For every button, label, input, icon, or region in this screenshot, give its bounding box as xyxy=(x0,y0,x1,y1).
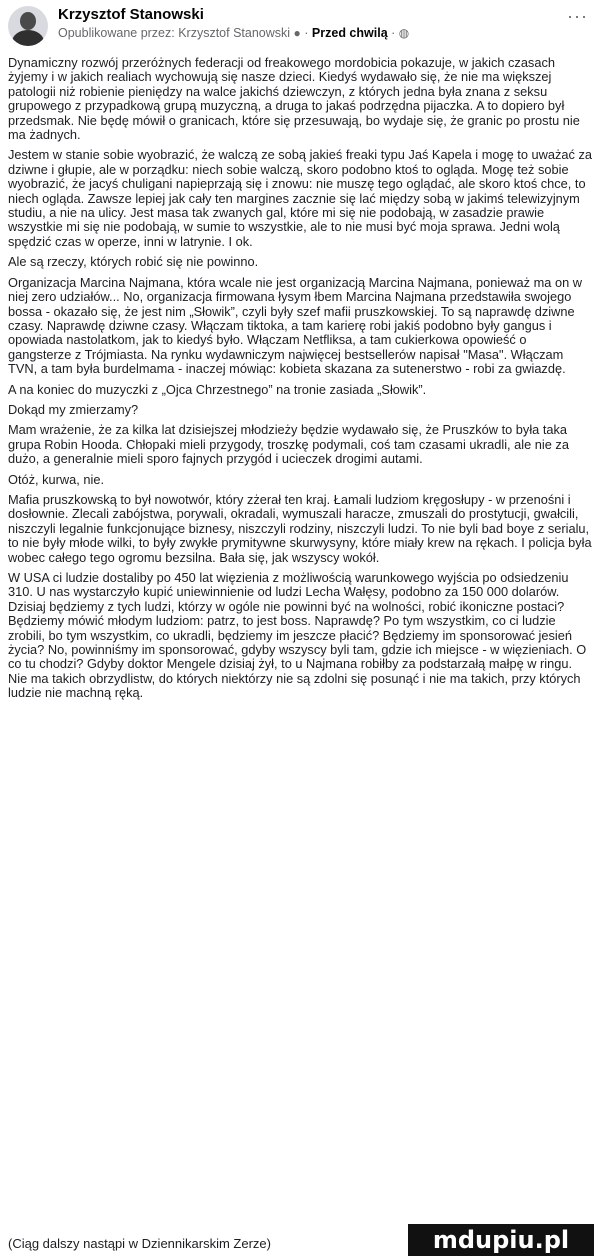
post-time[interactable]: Przed chwilą xyxy=(311,26,388,40)
post-paragraph: Dokąd my zmierzamy? xyxy=(8,401,139,417)
post-header xyxy=(8,4,592,52)
post-body xyxy=(8,56,592,707)
site-watermark xyxy=(408,1224,594,1256)
published-by-label: Opublikowane przez: Krzysztof Stanowski xyxy=(58,26,291,40)
globe-icon: ◍ xyxy=(398,26,410,40)
post-meta xyxy=(58,26,409,40)
post-paragraph: Mafia pruszkowską to był nowotwór, który zżerał ten kraj. Łamali ludziom kręgosłupy - w przenośni i dosłownie. Zlecali zabójstwa, porywali, okradali, wymuszali haracze, zmuszali do prostytucji, gwałcili, niszczyli legalnie funkcjonujące biznesy, niszczyli rodziny, niszczyli ludzi. To nie byli bad boye z serialu, to nie były młode wilki, to były zwykłe prymitywne skurwysyny, które miały krew na rękach. I policja była wobec całego tego ogromu bezsilna. Bała się, jak wszyscy wokół. xyxy=(8,491,592,565)
verified-icon: ● xyxy=(293,26,301,40)
continuation-note: (Ciąg dalszy nastąpi w Dziennikarskim Zerze) xyxy=(8,1236,271,1251)
post-paragraph: Otóż, kurwa, nie. xyxy=(8,471,105,487)
post-paragraph: Mam wrażenie, że za kilka lat dzisiejszej młodzieży będzie wydawało się, że Pruszków to była taka grupa Robin Hooda. Chłopaki mieli przygody, troszkę podymali, coś tam czasami ukradli, ale nie za dużo, a generalnie mieli sporo fajnych przygód i ucieczek drogimi autami. xyxy=(8,422,569,467)
post-paragraph: Dynamiczny rozwój przeróżnych federacji od freakowego mordobicia pokazuje, w jakich czasach żyjemy i w jakich realiach wychowują się nasze dzieci. Kiedyś wydawało się, że nie ma większej patologii niż robienie pieniędzy na walce jakichś dziewczyn, z których jedna była znana z seksu grupowego z przypadkową grupą muzyczną, a druga to jakaś podrzędna pijaczka. A to dopiero był przedsmak. Nie będę mówił o granicach, które się przesuwają, bo wydaje się, że granic po prostu nie ma żadnych. xyxy=(8,55,580,143)
author-avatar[interactable] xyxy=(8,6,48,46)
author-name[interactable]: Krzysztof Stanowski xyxy=(58,6,204,23)
meta-separator: · xyxy=(391,26,396,40)
avatar-shoulders-shape xyxy=(12,30,44,46)
meta-separator: · xyxy=(304,26,309,40)
watermark-text: mdupiu.pl xyxy=(432,1226,570,1254)
post-paragraph: W USA ci ludzie dostaliby po 450 lat więzienia z możliwością warunkowego wyjścia po odsiedzeniu 310. U nas wystarczyło kupić uniewinnienie od ludzi Lecha Wałęsy, podobno za 150 000 dolarów. Dzisiaj będziemy z tych ludzi, którzy w ogóle nie powinni być na wolności, robić ikoniczne postaci? Będziemy mówić młodym ludziom: patrz, to jest boss. Naprawdę? Po tym wszystkim, co ci ludzie zrobili, bo tym wszystkim, co ukradli, będziemy im jeszcze płacić? Będziemy im sponsorować jesień życia? No, powinniśmy im sponsorować, gdyby wszyscy byli tam, gdzie ich miejsce - w więzieniach. O co tu chodzi? Gdyby doktor Mengele dzisiaj żył, to u Najmana robiłby za podstarzałą małpę w ringu. Nie ma takich obrzydlistw, do których niektórzy nie są zdolni się posunąć i nie ma takich, przy których ludzie nie machną ręką. xyxy=(8,570,587,701)
avatar-head-shape xyxy=(20,12,36,30)
more-options-icon[interactable]: ··· xyxy=(567,6,588,26)
post-paragraph: Organizacja Marcina Najmana, która wcale nie jest organizacją Marcina Najmana, ponieważ ma on w niej zero udziałów... No, organizacja firmowana łysym łbem Marcina Najmana przedstawiła swojego bossa - okazało się, że jest nim „Słowik”, czyli były szef mafii pruszkowskiej. To są naprawdę dziwne czasy. Naprawdę dziwne czasy. Włączam tiktoka, a tam karierę robi jakiś podobno były gangus i opowiada nastolatkom, jak to kiedyś było. Włączam Netfliksa, a tam cukierkowa opowieść o gangsterze z Trójmiasta. Na rynku wydawniczym najwięcej bestsellerów napisał "Masa". Włączam TVN, a tam była burdelmama - inaczej mówiąc: kobieta skazana za sutenerstwo - robi za gwiazdę. xyxy=(8,274,582,377)
post-paragraph: Jestem w stanie sobie wyobrazić, że walczą ze sobą jakieś freaki typu Jaś Kapela i mogę to uważać za dziwne i głupie, ale w porządku: niech sobie walczą, skoro podobno ktoś to ogląda. Mogę też sobie wyobrazić, że jacyś chuligani napieprzają się i znowu: nie muszę tego oglądać, ale skoro ktoś chce, to niech ogląda. Zawsze lepiej jak cały ten margines zacznie się lać między sobą w jakimś telewizyjnym studiu, a nie na ulicy. Jest masa tak zwanych gal, które mi się nie podobają, w zasadzie prawie wszystkie mi się nie podobają, w sumie to wszystkie, ale to nie musi być moja sprawa. Jedni wolą spędzić czas w operze, inni w latrynie. I ok. xyxy=(8,147,592,249)
post-paragraph: Ale są rzeczy, których robić się nie powinno. xyxy=(8,254,259,270)
post-paragraph: A na koniec do muzyczki z „Ojca Chrzestnego” na tronie zasiada „Słowik”. xyxy=(8,381,427,397)
